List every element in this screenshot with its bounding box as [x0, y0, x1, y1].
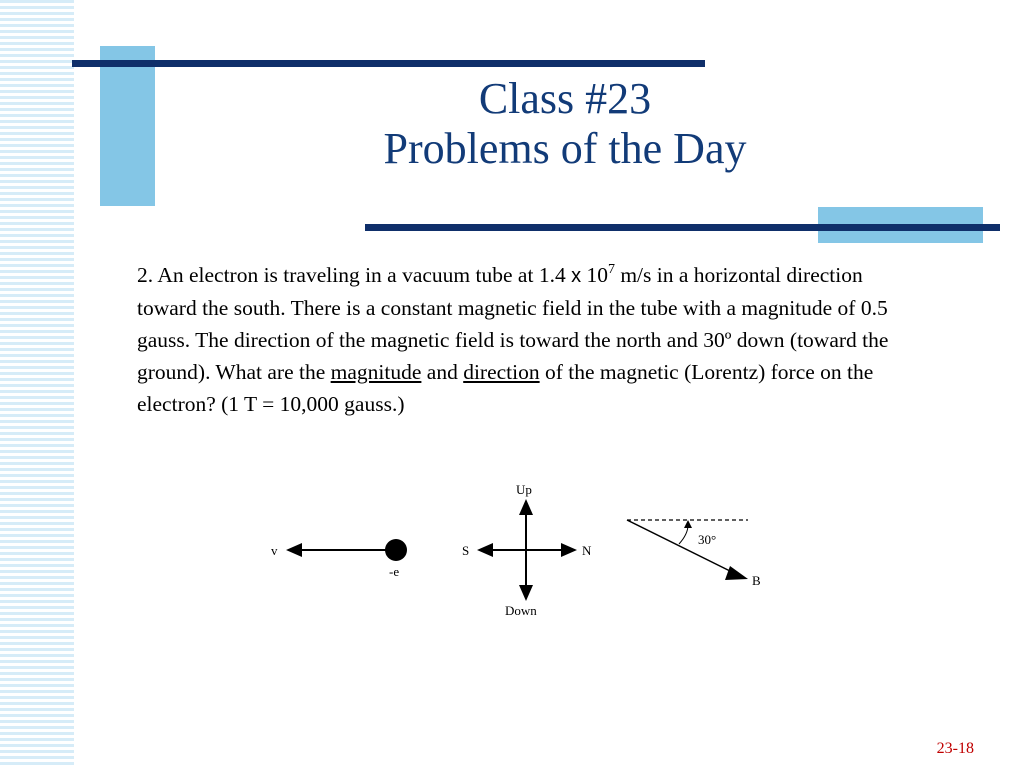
angle-arc-arrowhead: [684, 520, 692, 528]
field-vector-arrowhead: [725, 566, 748, 580]
compass-down-label: Down: [505, 603, 537, 618]
compass-south-label: S: [462, 543, 470, 558]
problem-part-3: m/s in a horizontal direction toward the south. There is a constant magnetic field in the tube with a magnitude of 0.5 gauss. The direction of the magnetic field is toward the north and 30º down (toward the ground). What are the: [137, 263, 889, 384]
velocity-diagram: [271, 539, 407, 579]
compass-down-arrowhead: [519, 585, 533, 601]
angle-label: 30°: [698, 532, 717, 547]
direction-term: direction: [463, 360, 540, 384]
problem-part-4: and: [421, 360, 464, 384]
problem-text: [137, 259, 907, 420]
compass-south-arrowhead: [477, 543, 493, 557]
exponent: 7: [607, 261, 615, 277]
compass-north-label: N: [582, 543, 592, 558]
problem-part-5: of the magnetic (Lorentz) force on the electron? (1 T = 10,000 gauss.): [137, 360, 874, 416]
slide-title: [300, 74, 830, 174]
magnitude-term: magnitude: [330, 360, 422, 384]
velocity-arrowhead: [286, 543, 302, 557]
compass-diagram: [462, 482, 592, 618]
velocity-label: v: [271, 543, 278, 558]
title-top-rule: [72, 60, 705, 67]
physics-diagram: [0, 470, 1024, 630]
title-bottom-rule: [365, 224, 1000, 231]
field-label: B: [752, 573, 761, 588]
problem-part-1: 2. An electron is traveling in a vacuum tube at 1.4: [137, 263, 572, 287]
title-line-1: Class #23: [478, 74, 652, 123]
electron-label: -e: [389, 564, 400, 579]
title-line-2: Problems of the Day: [383, 124, 747, 173]
problem-part-2: 10: [581, 263, 608, 287]
field-diagram: [627, 520, 761, 588]
compass-up-arrowhead: [519, 499, 533, 515]
compass-up-label: Up: [516, 482, 532, 497]
times-sign: x: [571, 265, 582, 287]
electron-dot: [385, 539, 407, 561]
decor-block-top: [100, 46, 155, 206]
compass-north-arrowhead: [561, 543, 577, 557]
field-vector-line: [627, 520, 734, 573]
page-number: 23-18: [936, 740, 974, 757]
decorative-stripes: [0, 0, 74, 768]
